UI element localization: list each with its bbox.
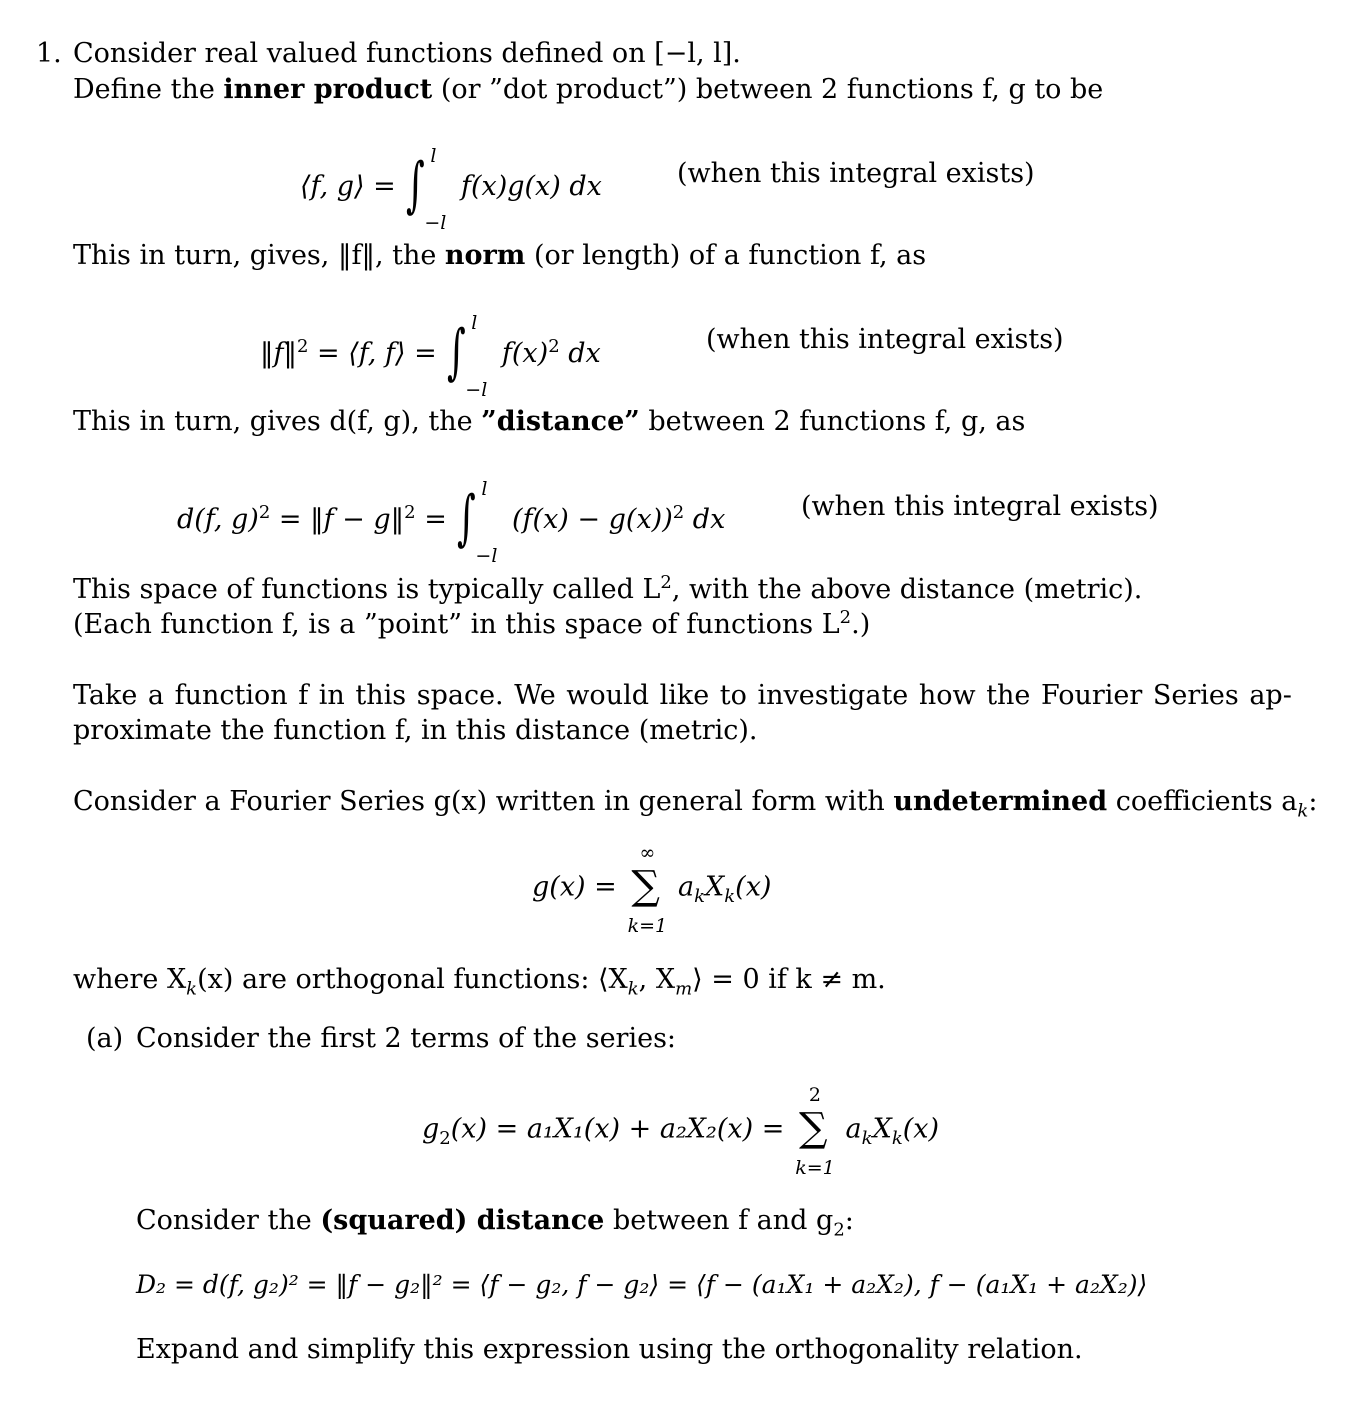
space-line-2 xyxy=(73,607,871,640)
g2-lhs: g xyxy=(422,1113,440,1145)
g2-body: (x) = a₁X₁(x) + a₂X₂(x) = xyxy=(450,1113,785,1145)
distance-dx: dx xyxy=(684,504,726,535)
series-coef: a xyxy=(677,871,695,903)
space-line-2-pre: (Each function f, is a ”point” in this space of functions L xyxy=(73,609,840,640)
lower-limit: −l xyxy=(475,544,498,567)
distance-mid-exponent: 2 xyxy=(404,502,416,523)
upper-limit: l xyxy=(471,311,478,334)
distance-mid: = ‖f − g‖ xyxy=(270,504,405,535)
sq-end: : xyxy=(844,1205,854,1236)
sum-upper: 2 xyxy=(808,1084,821,1106)
norm-note: (when this integral exists) xyxy=(706,324,1064,355)
sq-pre: Consider the xyxy=(136,1205,321,1236)
sigma-icon: ∑ xyxy=(798,1105,828,1151)
take-line-1: Take a function f in this space. We would like to investigate how the Fourier Series ap- xyxy=(73,680,1292,711)
distance-lhs-exponent: 2 xyxy=(258,502,271,523)
series-arg: (x) xyxy=(735,871,772,903)
where-sub-1: k xyxy=(186,978,198,1000)
norm-integrand: f(x) xyxy=(501,338,549,369)
norm-lhs-exponent: 2 xyxy=(297,336,309,357)
norm-term: norm xyxy=(444,240,526,271)
where-sub-3: m xyxy=(675,978,693,1000)
integral-limits xyxy=(424,144,452,234)
distance-text-pre: This in turn, gives d(f, g), the xyxy=(73,406,482,437)
norm-mid: = ⟨f, f⟩ = xyxy=(308,338,437,369)
norm-integrand-exponent: 2 xyxy=(548,336,560,357)
series-lhs: g(x) = xyxy=(532,871,617,903)
distance-text-post: between 2 functions f, g, as xyxy=(639,406,1026,437)
sum-upper: ∞ xyxy=(639,842,656,864)
consider-post: coefficients a xyxy=(1107,786,1298,817)
space-line-2-post: .) xyxy=(851,609,871,640)
norm-text-post: (or length) of a function f, as xyxy=(525,240,927,271)
inner-product-term: inner product xyxy=(223,74,433,105)
inner-product-lhs: ⟨f, g⟩ = xyxy=(300,171,396,202)
where-pre: where X xyxy=(73,964,187,995)
norm-text xyxy=(73,242,926,269)
d2-equation: D₂ = d(f, g₂)² = ‖f − g₂‖² = ⟨f − g₂, f − g₂⟩ = ⟨f − (a₁X₁ + a₂X₂), f − (a₁X₁ + a₂X₂)⟩ xyxy=(136,1270,1148,1299)
series-equation xyxy=(532,842,772,937)
where-sub-2: k xyxy=(627,978,639,1000)
where-mid-2: , X xyxy=(638,964,676,995)
g2-lhs-sub: 2 xyxy=(439,1127,451,1149)
sum-lower: k=1 xyxy=(627,915,668,937)
item-number: 1. xyxy=(36,38,62,69)
where-mid: (x) are orthogonal functions: ⟨X xyxy=(197,964,628,995)
g2-basis-sub: k xyxy=(891,1127,903,1149)
inner-product-equation xyxy=(300,144,602,234)
space-line-1-post: , with the above distance (metric). xyxy=(671,574,1143,605)
distance-integrand: (f(x) − g(x)) xyxy=(512,504,673,535)
take-line-2: proximate the function f, in this distance (metric). xyxy=(73,715,758,746)
upper-limit: l xyxy=(430,144,437,167)
where-post: ⟩ = 0 if k ≠ m. xyxy=(692,964,886,995)
intro-line-1: Consider real valued functions defined on [−l, l]. xyxy=(73,38,741,69)
space-line-2-exponent: 2 xyxy=(839,607,852,628)
expand-text: Expand and simplify this expression using the orthogonality relation. xyxy=(136,1334,1083,1365)
integral-sign: ∫ xyxy=(457,483,477,553)
distance-integrand-exponent: 2 xyxy=(672,502,685,523)
summation xyxy=(793,1084,837,1179)
norm-equation xyxy=(260,311,601,401)
series-coef-sub: k xyxy=(694,885,706,907)
norm-dx: dx xyxy=(559,338,601,369)
intro-line-2 xyxy=(73,76,1103,103)
integral-sign: ∫ xyxy=(447,317,467,387)
distance-eq-sign: = xyxy=(415,504,447,535)
consider-sub: k xyxy=(1297,800,1309,822)
series-basis: X xyxy=(705,871,725,903)
space-line-1-pre: This space of functions is typically called L xyxy=(73,574,661,605)
distance-text xyxy=(73,408,1025,435)
part-a-label: (a) xyxy=(86,1023,124,1054)
undetermined-term: undetermined xyxy=(893,786,1108,817)
distance-term: ”distance” xyxy=(481,406,640,437)
summation xyxy=(625,842,669,937)
integral-limits xyxy=(475,477,503,567)
sum-lower: k=1 xyxy=(795,1157,835,1179)
squared-distance-text xyxy=(136,1205,854,1241)
norm-text-pre: This in turn, gives, ‖f‖, the xyxy=(73,240,445,271)
sq-post: between f and g xyxy=(604,1205,834,1236)
squared-distance-term: (squared) distance xyxy=(320,1205,605,1236)
norm-lhs: ‖f‖ xyxy=(260,338,297,369)
part-a-text: Consider the first 2 terms of the series: xyxy=(136,1023,677,1054)
consider-series-text xyxy=(73,786,1318,822)
g2-arg: (x) xyxy=(902,1113,940,1145)
distance-lhs: d(f, g) xyxy=(177,504,259,535)
g2-basis: X xyxy=(872,1113,892,1145)
inner-product-note: (when this integral exists) xyxy=(677,158,1035,189)
consider-pre: Consider a Fourier Series g(x) written in general form with xyxy=(73,786,894,817)
lower-limit: −l xyxy=(465,378,488,401)
intro-line-2-post: (or ”dot product”) between 2 functions f, g to be xyxy=(432,74,1104,105)
upper-limit: l xyxy=(481,477,488,500)
orthogonality-text xyxy=(73,964,886,1000)
sigma-icon: ∑ xyxy=(631,863,660,909)
integral-limits xyxy=(465,311,493,401)
space-line-1-exponent: 2 xyxy=(660,572,672,593)
sq-sub: 2 xyxy=(833,1219,845,1241)
g2-coef-sub: k xyxy=(861,1127,873,1149)
distance-note: (when this integral exists) xyxy=(801,491,1159,522)
space-line-1 xyxy=(73,572,1143,605)
intro-line-2-pre: Define the xyxy=(73,74,224,105)
integral-sign: ∫ xyxy=(406,150,426,220)
consider-end: : xyxy=(1308,786,1318,817)
g2-equation xyxy=(422,1084,940,1179)
distance-equation xyxy=(177,477,726,567)
inner-product-integrand: f(x)g(x) dx xyxy=(460,171,602,202)
lower-limit: −l xyxy=(424,211,447,234)
g2-coef: a xyxy=(845,1113,862,1145)
series-basis-sub: k xyxy=(724,885,736,907)
